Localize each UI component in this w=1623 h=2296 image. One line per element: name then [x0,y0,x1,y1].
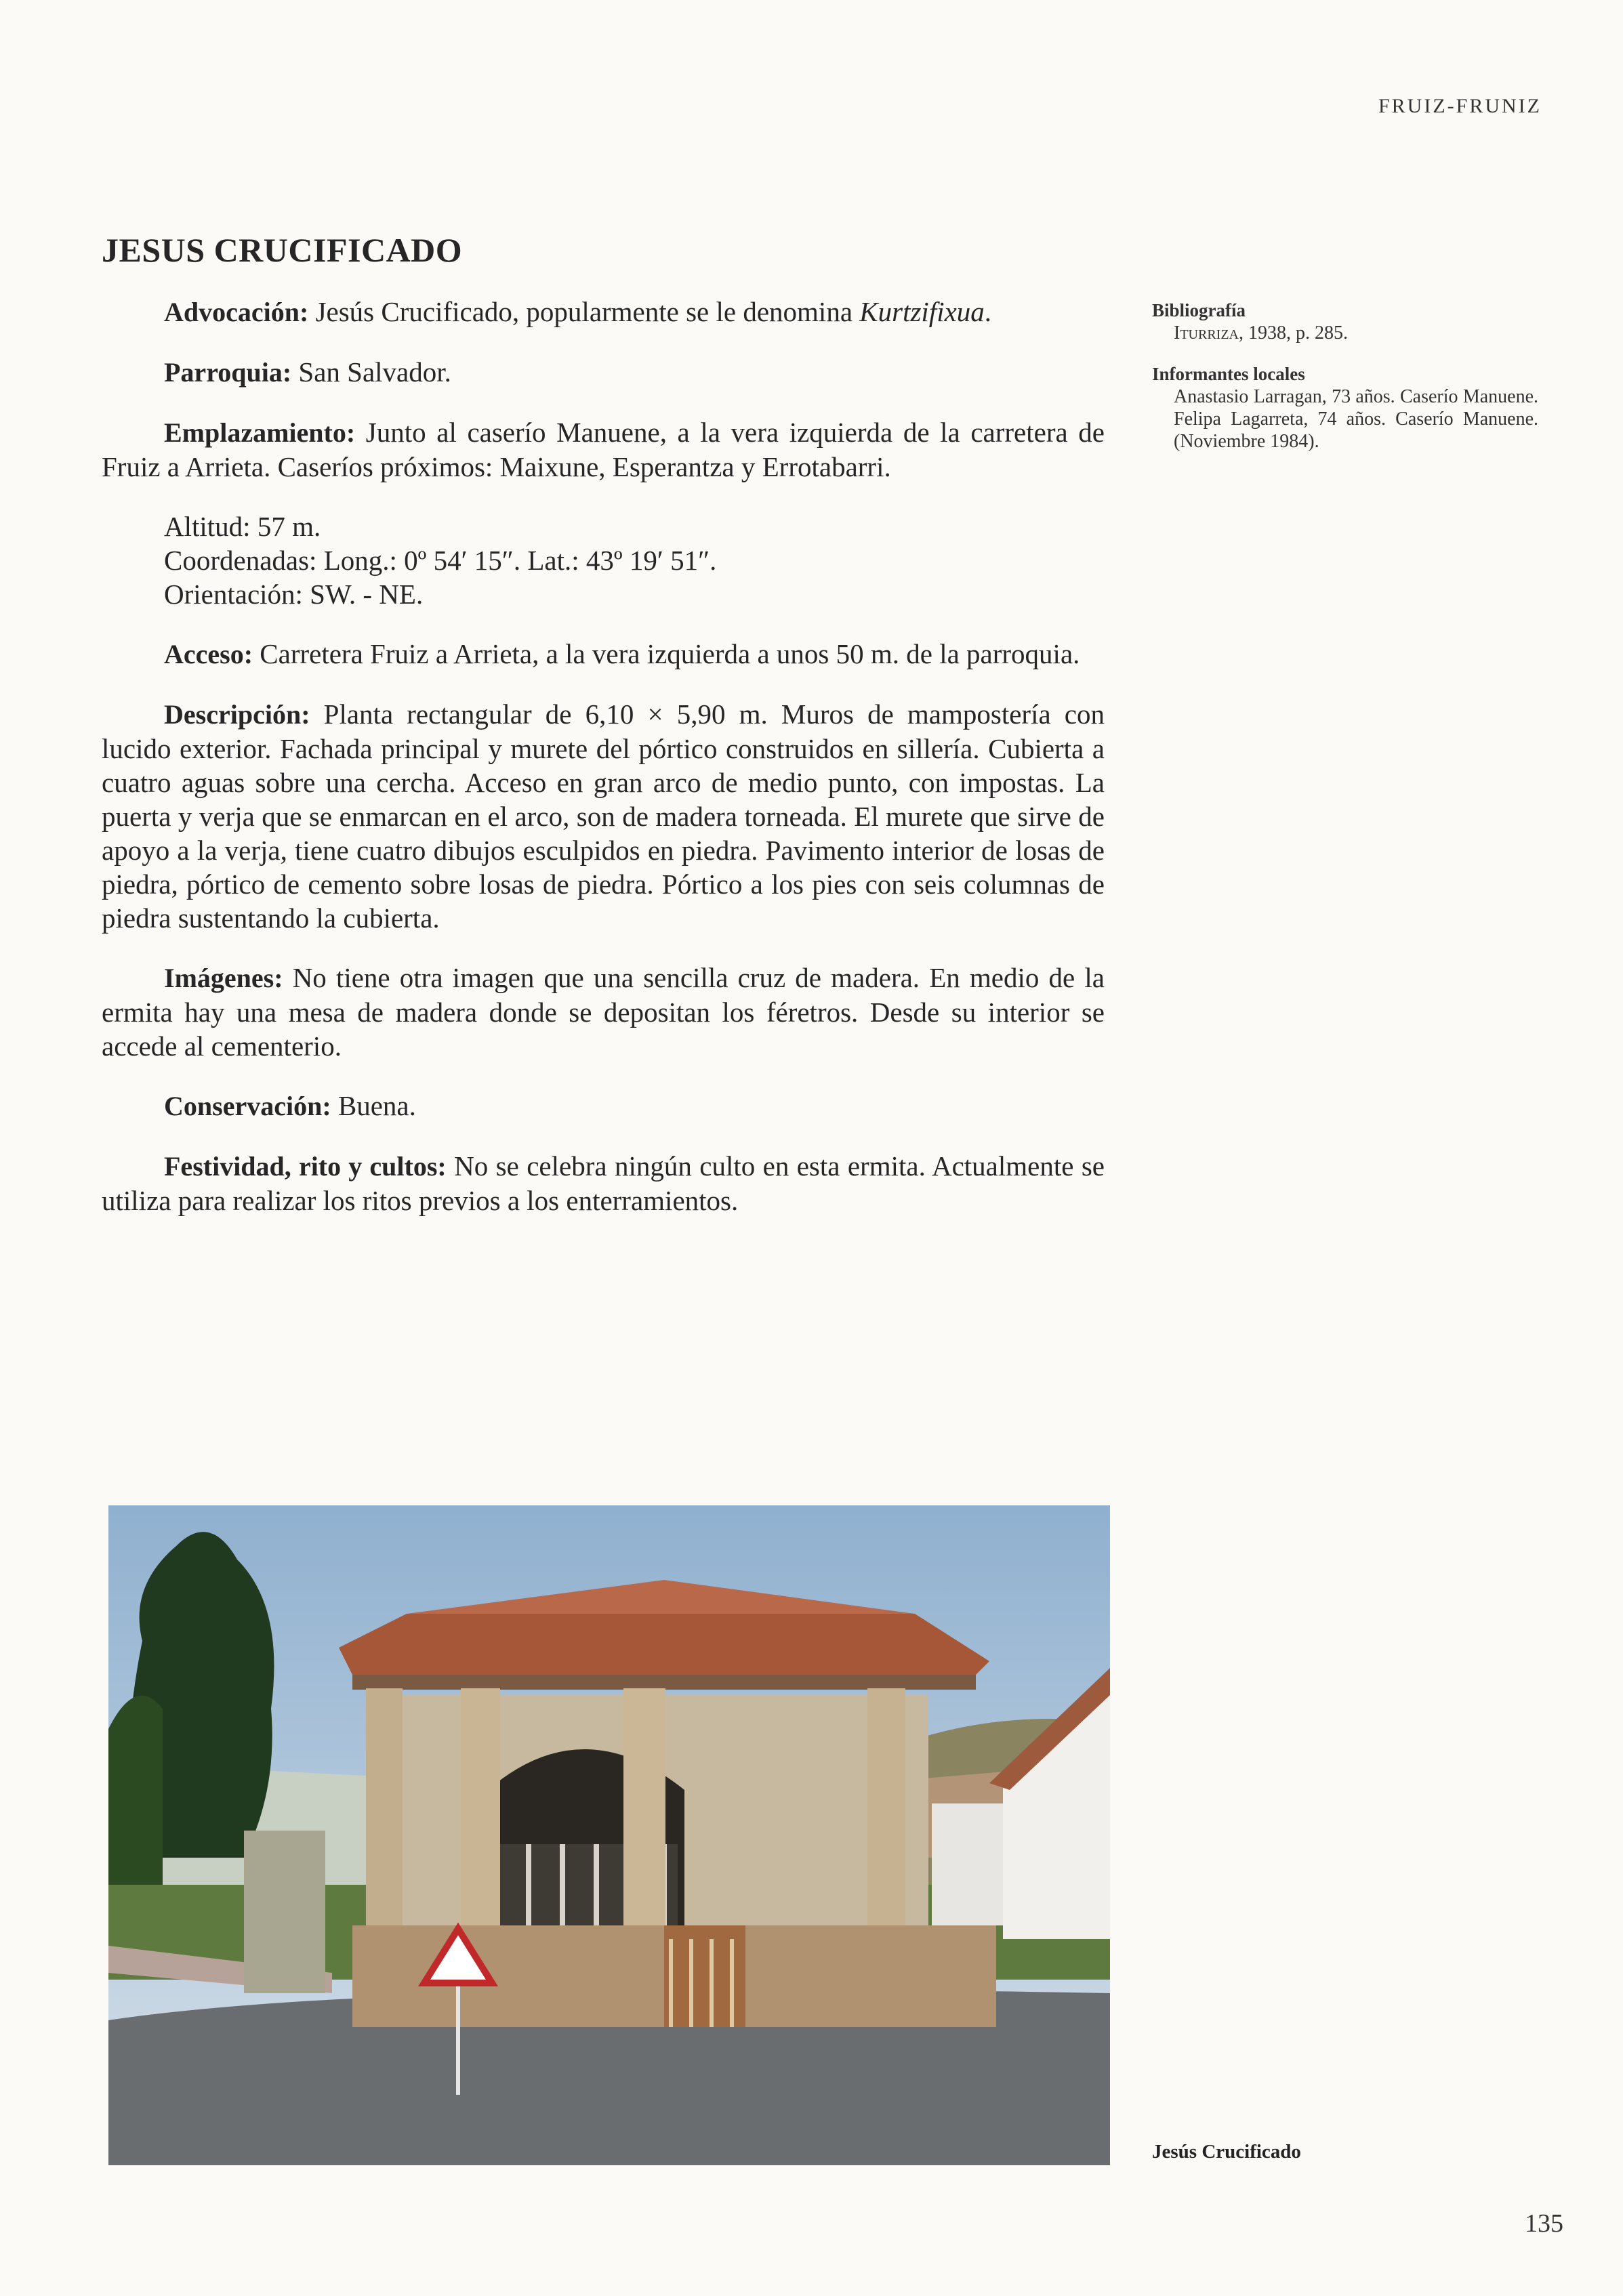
imagenes-label: Imágenes: [164,963,283,993]
section-location [164,509,1105,611]
bibliografia-block [1152,299,1538,344]
festividad-label: Festividad, rito y cultos: [164,1151,447,1182]
informantes-text: Anastasio Larragan, 73 años. Caserío Manuene. Felipa Lagarreta, 74 años. Caserío Manuene. (Noviembre 1984). [1174,386,1538,452]
bibliografia-heading: Bibliografía [1152,300,1246,320]
advocacion-text: Jesús Crucificado, popularmente se le denomina [315,296,853,327]
section-conservacion [102,1089,1105,1123]
acceso-text: Carretera Fruiz a Arrieta, a la vera izquierda a unos 50 m. de la parroquia. [260,638,1080,669]
section-imagenes [102,961,1105,1063]
acceso-label: Acceso: [164,639,253,669]
advocacion-end: . [984,296,992,327]
orientacion: Orientación: SW. - NE. [164,579,424,610]
emplazamiento-label: Emplazamiento: [164,417,356,448]
parroquia-label: Parroquia: [164,357,292,388]
coordenadas: Coordenadas: Long.: 0º 54′ 15″. Lat.: 43º 19′ 51″. [164,545,717,576]
festividad-text: No se celebra ningún culto en esta ermita. Actualmente se utiliza para realizar los ritos previos a los enterramientos. [102,1150,1105,1216]
running-head: FRUIZ-FRUNIZ [1378,95,1542,117]
altitud: Altitud: 57 m. [164,511,321,542]
parroquia-text: San Salvador. [298,356,451,388]
photo-caption: Jesús Crucificado [1152,2141,1301,2163]
section-parroquia [102,355,1105,390]
advocacion-italic: Kurtzifixua [859,296,985,327]
bibliografia-author: Iturriza [1174,322,1239,343]
sidebar-notes [1152,299,1538,472]
hermitage-photo [108,1505,1110,2165]
conservacion-label: Conservación: [164,1091,331,1121]
section-acceso [102,637,1105,671]
page-title: JESUS CRUCIFICADO [102,231,463,269]
section-descripcion [102,697,1105,935]
conservacion-text: Buena. [337,1090,416,1121]
hermitage-photo-illustration [108,1505,1110,2165]
page-number: 135 [1525,2209,1563,2238]
informantes-block [1152,363,1538,453]
descripcion-text: Planta rectangular de 6,10 × 5,90 m. Muros de mampostería con lucido exterior. Fachada principal y murete del pórtico construidos en sillería. Cubierta a cuatro aguas sobre una cercha. Acceso en gran arco de medio punto, con impostas. La puerta y verja que se enmarcan en el arco, son de madera torneada. El murete que sirve de apoyo a la verja, tiene cuatro dibujos esculpidos en piedra. Pavimento interior de losas de piedra, pórtico de cemento sobre losas de piedra. Pórtico a los pies con seis columnas de piedra sustentando la cubierta. [102,698,1105,934]
bibliografia-ref: , 1938, p. 285. [1238,322,1348,343]
informantes-heading: Informantes locales [1152,364,1305,384]
section-emplazamiento [102,415,1105,484]
descripcion-label: Descripción: [164,699,310,730]
bibliografia-entry [1152,322,1538,344]
emplazamiento-text: Junto al caserío Manuene, a la vera izquierda de la carretera de Fruiz a Arrieta. Caseríos próximos: Maixune, Esperantza y Errotabarri. [102,417,1105,482]
advocacion-label: Advocación: [164,297,309,327]
imagenes-text: No tiene otra imagen que una sencilla cruz de madera. En medio de la ermita hay una mesa de madera donde se depositan los féretros. Desde su interior se accede al cementerio. [102,962,1105,1062]
section-advocacion [102,295,1105,329]
section-festividad [102,1149,1105,1217]
main-text [102,295,1105,1243]
